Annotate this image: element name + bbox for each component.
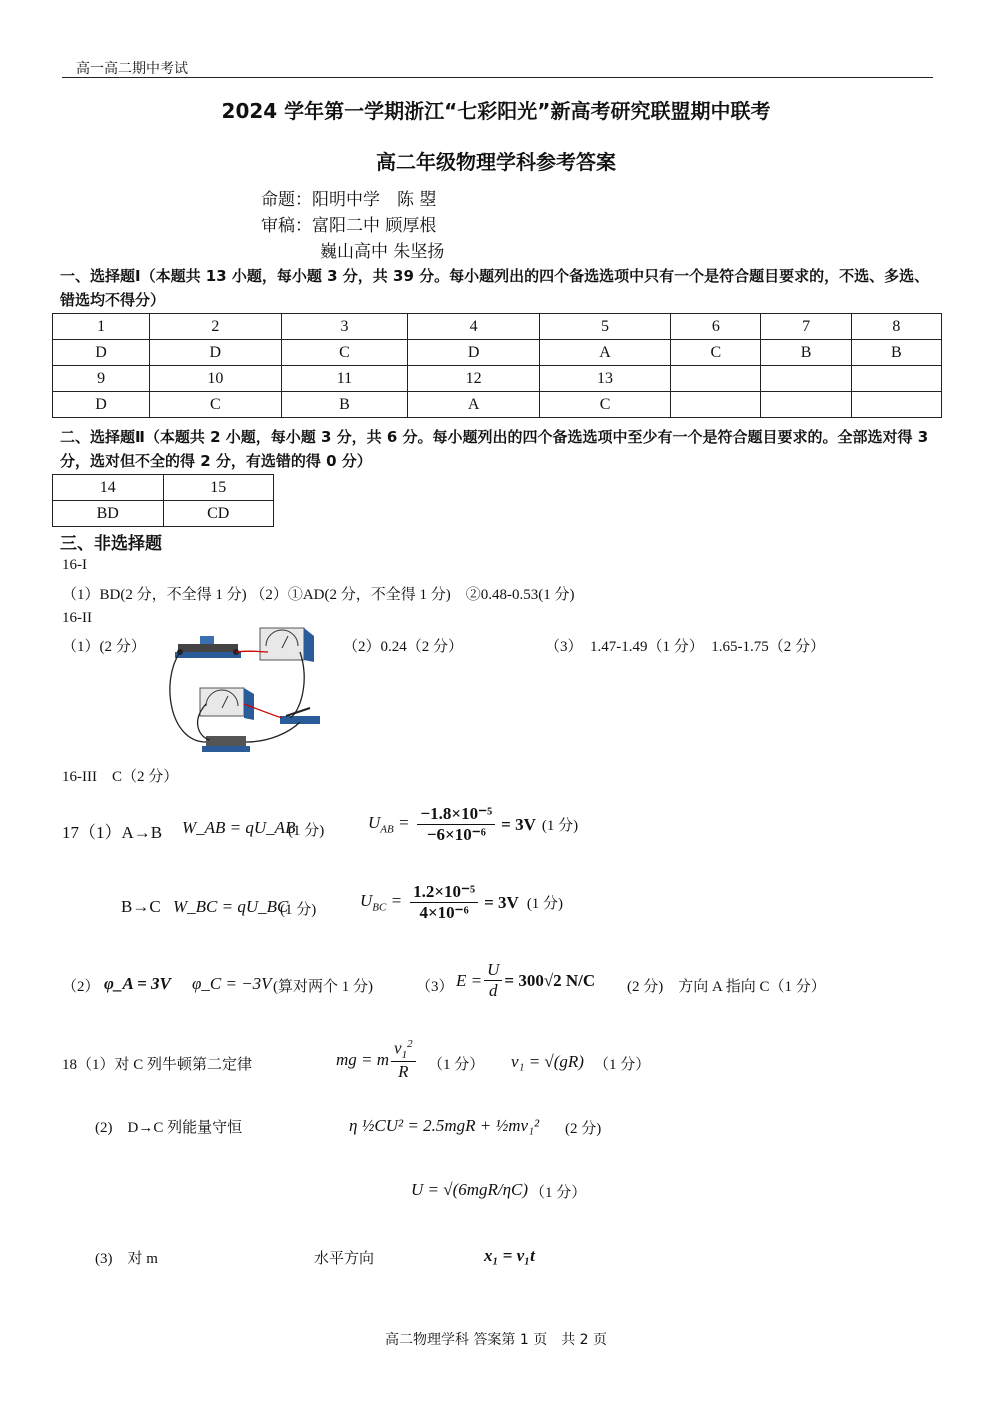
table-cell: A [539, 340, 670, 366]
section3-heading: 三、非选择题 [60, 534, 162, 554]
table-cell: D [53, 392, 150, 418]
section2-heading: 二、选择题Ⅱ（本题共 2 小题，每小题 3 分，共 6 分。每小题列出的四个备选选项中至少有一个是符合题目要求的。全部选对得 3 分，选对但不全的得 2 分，有选错的得 0 分） [60, 428, 929, 470]
q18-1-score1: （1 分） [428, 1057, 485, 1073]
table-cell: 14 [53, 475, 164, 501]
q16-2-part2: （2）0.24（2 分） [343, 639, 464, 655]
q18-3-label: (3) 对 m [95, 1251, 158, 1267]
table-cell: CD [163, 501, 274, 527]
q18-2-u-score: （1 分） [530, 1185, 587, 1201]
table-cell: 2 [150, 314, 281, 340]
rheostat-slider [200, 636, 214, 644]
table-cell: A [408, 392, 539, 418]
q17-2-phi-c: φ_C = −3V [192, 974, 272, 993]
q16-2-label: 16-II [62, 610, 92, 626]
table-cell: 7 [761, 314, 851, 340]
table-cell: D [408, 340, 539, 366]
q17-1-score1: (1 分) [288, 823, 325, 839]
section2-answer-table [52, 474, 274, 527]
circuit-diagram [160, 622, 330, 762]
table-cell: C [281, 340, 408, 366]
q18-3-direction: 水平方向 [314, 1251, 375, 1267]
table-cell: 15 [163, 475, 274, 501]
q17-bc-eq-ubc: $U_{BC}$ = $\frac{\text{1.2×10⁻⁵}}{\text{4×10⁻⁶}}$ = 3V (1 分) [360, 882, 564, 922]
q17-1-denominator: −6×10⁻⁶ [426, 825, 486, 844]
table-cell: 4 [408, 314, 539, 340]
q18-1-score2: （1 分） [594, 1057, 651, 1073]
q17-1-result: = 3V [501, 814, 536, 834]
table-cell: 5 [539, 314, 670, 340]
document-title: 2024 学年第一学期浙江“七彩阳光”新高考研究联盟期中联考 [221, 99, 771, 123]
table-cell: 6 [671, 314, 761, 340]
table-cell [761, 392, 851, 418]
table-cell: 13 [539, 366, 670, 392]
table-cell: B [851, 340, 941, 366]
header-rule [62, 77, 933, 78]
table-cell [671, 392, 761, 418]
q17-bc-score1: (1 分) [280, 902, 317, 918]
q17-3-eq: E = $\frac{U}{d}$ = 300√2 N/C [456, 960, 596, 1000]
rheostat-base [175, 652, 241, 658]
q17-1-score2: (1 分) [541, 818, 579, 834]
table-cell: D [53, 340, 150, 366]
q17-bc-denominator: 4×10⁻⁶ [419, 903, 469, 922]
section1-heading: 一、选择题Ⅰ（本题共 13 小题，每小题 3 分，共 39 分。每小题列出的四个备选选项中只有一个是符合题目要求的，不选、多选、错选均不得分） [60, 267, 930, 309]
credit-author: 命题：阳明中学 陈 曌 [261, 190, 437, 210]
document-subtitle: 高二年级物理学科参考答案 [376, 150, 616, 174]
q16-1-label: 16-I [62, 557, 87, 573]
q17-1-numerator: −1.8×10⁻⁵ [417, 804, 495, 825]
page-footer: 高二物理学科 答案第 1 页 共 2 页 [384, 1332, 608, 1348]
table-row [53, 392, 942, 418]
section1-answer-table [52, 313, 942, 418]
q17-1-eq-uab: $U_{AB}$ = $\frac{\text{−1.8×10⁻⁵}}{\text{−6×10⁻⁶}}$ = 3V (1 分) [368, 804, 579, 844]
q17-3-result: = 300√2 N/C [504, 970, 596, 990]
table-cell: C [150, 392, 281, 418]
q18-2-eq: η ½CU² = 2.5mgR + ½mv₁² [349, 1116, 540, 1135]
table-cell [851, 366, 941, 392]
table-row [53, 475, 274, 501]
table-cell: C [671, 340, 761, 366]
q18-3-eq: x₁ = v₁t [484, 1246, 535, 1265]
table-cell [671, 366, 761, 392]
table-cell [761, 366, 851, 392]
table-row [53, 366, 942, 392]
q17-bc-numerator: 1.2×10⁻⁵ [410, 882, 478, 903]
table-cell: B [281, 392, 408, 418]
q17-1-eq-wab: W_AB = qU_AB [182, 818, 296, 837]
credit-reviewer-2: 巍山高中 朱坚扬 [320, 242, 445, 262]
q18-2-score: (2 分) [565, 1121, 602, 1137]
table-row [53, 501, 274, 527]
credit-reviewer-1: 审稿：富阳二中 顾厚根 [261, 216, 437, 236]
table-cell: 11 [281, 366, 408, 392]
q16-2-part1: （1）(2 分） [62, 639, 146, 655]
table-cell: D [150, 340, 281, 366]
q17-1-label: 17（1）A→B [62, 823, 163, 842]
table-cell: 9 [53, 366, 150, 392]
q17-2-label: （2） [62, 979, 100, 995]
table-cell: C [539, 392, 670, 418]
table-cell: B [761, 340, 851, 366]
table-cell: 8 [851, 314, 941, 340]
q17-2-phi-a: φ_A = 3V [104, 974, 171, 993]
table-cell: 12 [408, 366, 539, 392]
q18-1-v1: v₁ = √(gR) [511, 1052, 584, 1071]
q17-3-note: (2 分) 方向 A 指向 C（1 分） [627, 979, 826, 995]
table-row [53, 340, 942, 366]
table-cell: 3 [281, 314, 408, 340]
q17-bc-eq-wbc: W_BC = qU_BC [173, 897, 289, 916]
page-header: 高一高二期中考试 [76, 61, 188, 77]
q18-1-label: 18（1）对 C 列牛顿第二定律 [62, 1057, 253, 1073]
table-cell: 1 [53, 314, 150, 340]
q16-3-answer: 16-III C（2 分） [62, 769, 179, 785]
q16-2-part3: （3） 1.47-1.49（1 分） 1.65-1.75（2 分） [545, 639, 825, 655]
q17-bc-result: = 3V [484, 892, 519, 912]
table-row [53, 314, 942, 340]
table-cell: 10 [150, 366, 281, 392]
q17-3-label: （3） [416, 979, 454, 995]
table-cell: BD [53, 501, 164, 527]
q18-1-eq: mg = m $\frac{v_1^2}{R}$ [336, 1038, 418, 1082]
q17-bc-label: B→C [121, 897, 161, 916]
q17-2-note: (算对两个 1 分) [273, 979, 373, 995]
q17-bc-score2: (1 分) [526, 896, 564, 912]
q18-2-u: U = √(6mgR/ηC) [411, 1180, 529, 1199]
table-cell [851, 392, 941, 418]
q16-1-answer: （1）BD(2 分，不全得 1 分) （2）①AD(2 分，不全得 1 分) ②0.48-0.53(1 分) [62, 587, 575, 603]
q18-2-label: (2) D→C 列能量守恒 [95, 1120, 243, 1136]
